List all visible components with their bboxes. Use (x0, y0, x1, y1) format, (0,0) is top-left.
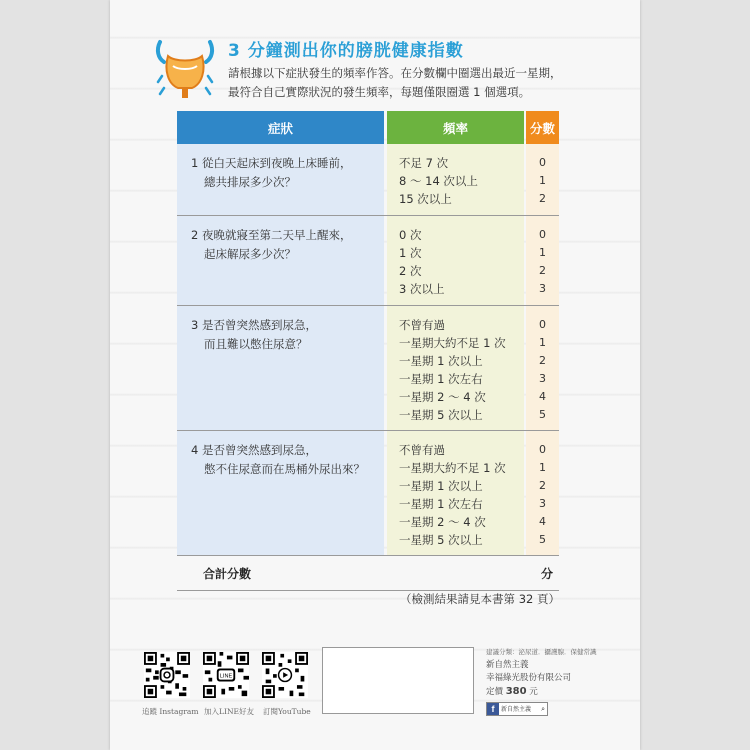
frequency-option: 一星期 5 次以上 (399, 408, 483, 422)
table-header (177, 111, 559, 144)
question-text: 憋不住尿意而在馬桶外尿出來？ (204, 462, 365, 476)
frequency-option: 一星期 2 ～ 4 次 (399, 515, 486, 529)
frequency-option: 不曾有過 (399, 443, 445, 457)
facebook-badge[interactable] (486, 702, 548, 716)
question-text: 3 是否曾突然感到尿急， (191, 318, 317, 332)
table-row (177, 216, 559, 306)
table-row (177, 306, 559, 431)
facebook-search-text: 新自然主義 (501, 705, 532, 713)
frequency-cell (387, 144, 524, 215)
publisher: 幸福綠光股份有限公司 (486, 673, 572, 683)
result-note: （檢測結果請見本書第 32 頁） (400, 592, 560, 606)
frequency-option: 0 次 (399, 228, 422, 242)
frequency-option: 1 次 (399, 246, 422, 260)
header-frequency: 頻率 (387, 111, 524, 144)
symptom-cell (177, 216, 384, 305)
youtube-qr-icon[interactable] (262, 652, 308, 698)
score-cell (526, 431, 559, 555)
instruction-line: 最符合自己實際狀況的發生頻率，每題僅限圈選 1 個選項。 (228, 85, 531, 99)
header-symptom: 症狀 (177, 111, 384, 144)
score-option[interactable]: 5 (539, 408, 546, 421)
score-option[interactable]: 1 (539, 174, 546, 187)
score-option[interactable]: 0 (539, 318, 546, 331)
score-option[interactable]: 2 (539, 479, 546, 492)
symptom-cell (177, 306, 384, 430)
barcode-box (322, 647, 474, 714)
facebook-icon: f (487, 703, 499, 715)
imprint: 新自然主義 (486, 660, 529, 670)
frequency-cell (387, 431, 524, 555)
score-option[interactable]: 1 (539, 461, 546, 474)
total-row (177, 556, 559, 591)
question-text: 總共排尿多少次？ (204, 175, 296, 189)
question-text: 起床解尿多少次？ (204, 247, 296, 261)
score-option[interactable]: 2 (539, 264, 546, 277)
frequency-cell (387, 216, 524, 305)
score-option[interactable]: 4 (539, 390, 546, 403)
frequency-option: 不曾有過 (399, 318, 445, 332)
frequency-option: 一星期大約不足 1 次 (399, 336, 506, 350)
frequency-option: 一星期大約不足 1 次 (399, 461, 506, 475)
bladder-icon (154, 36, 216, 102)
instruction-line: 請根據以下症狀發生的頻率作答。在分數欄中圈選出最近一星期， (228, 66, 562, 80)
score-option[interactable]: 2 (539, 192, 546, 205)
question-text: 2 夜晚就寢至第二天早上醒來， (191, 228, 352, 242)
instructions (228, 64, 608, 102)
youtube-label: 訂閱YouTube (263, 707, 311, 716)
line-qr-icon[interactable] (203, 652, 249, 698)
header-score: 分數 (526, 111, 559, 144)
search-icon: ⌕ (541, 704, 545, 713)
question-text: 1 從白天起床到夜晚上床睡前， (191, 156, 352, 170)
total-unit[interactable]: 分 (540, 566, 553, 581)
price-suffix: 元 (529, 687, 538, 697)
frequency-option: 不足 7 次 (399, 156, 449, 170)
score-cell (526, 216, 559, 305)
score-option[interactable]: 3 (539, 282, 546, 295)
score-cell (526, 306, 559, 430)
price-value: 380 (505, 686, 527, 697)
score-option[interactable]: 2 (539, 354, 546, 367)
frequency-option: 一星期 1 次以上 (399, 479, 483, 493)
instagram-label: 追蹤 Instagram (142, 707, 199, 716)
score-option[interactable]: 1 (539, 246, 546, 259)
table-row (177, 144, 559, 216)
frequency-option: 一星期 5 次以上 (399, 533, 483, 547)
frequency-option: 一星期 1 次左右 (399, 497, 483, 511)
score-option[interactable]: 4 (539, 515, 546, 528)
instagram-qr-icon[interactable] (144, 652, 190, 698)
symptom-cell (177, 144, 384, 215)
frequency-option: 一星期 1 次以上 (399, 354, 483, 368)
frequency-option: 2 次 (399, 264, 422, 278)
question-text: 4 是否曾突然感到尿急， (191, 443, 317, 457)
score-option[interactable]: 5 (539, 533, 546, 546)
frequency-option: 一星期 1 次左右 (399, 372, 483, 386)
category: 建議分類：泌尿道．攝護腺．保健常識 (486, 648, 597, 656)
price-prefix: 定價 (486, 687, 504, 697)
svg-text:LINE: LINE (219, 673, 233, 680)
score-option[interactable]: 0 (539, 443, 546, 456)
score-option[interactable]: 3 (539, 372, 546, 385)
frequency-option: 一星期 2 ～ 4 次 (399, 390, 486, 404)
book-page (110, 0, 640, 750)
frequency-option: 15 次以上 (399, 192, 452, 206)
score-cell (526, 144, 559, 215)
score-option[interactable]: 1 (539, 336, 546, 349)
question-text: 而且難以憋住尿意？ (204, 337, 308, 351)
line-label: 加入LINE好友 (204, 707, 254, 716)
total-label: 合計分數 (203, 566, 252, 581)
table-row (177, 431, 559, 556)
price (486, 685, 597, 699)
frequency-option: 8 ～ 14 次以上 (399, 174, 478, 188)
frequency-cell (387, 306, 524, 430)
score-option[interactable]: 3 (539, 497, 546, 510)
symptom-cell (177, 431, 384, 555)
symptom-table (177, 111, 559, 591)
publisher-info (486, 646, 597, 716)
score-option[interactable]: 0 (539, 156, 546, 169)
score-option[interactable]: 0 (539, 228, 546, 241)
page-title: 3 分鐘測出你的膀胱健康指數 (228, 41, 464, 61)
frequency-option: 3 次以上 (399, 282, 445, 296)
